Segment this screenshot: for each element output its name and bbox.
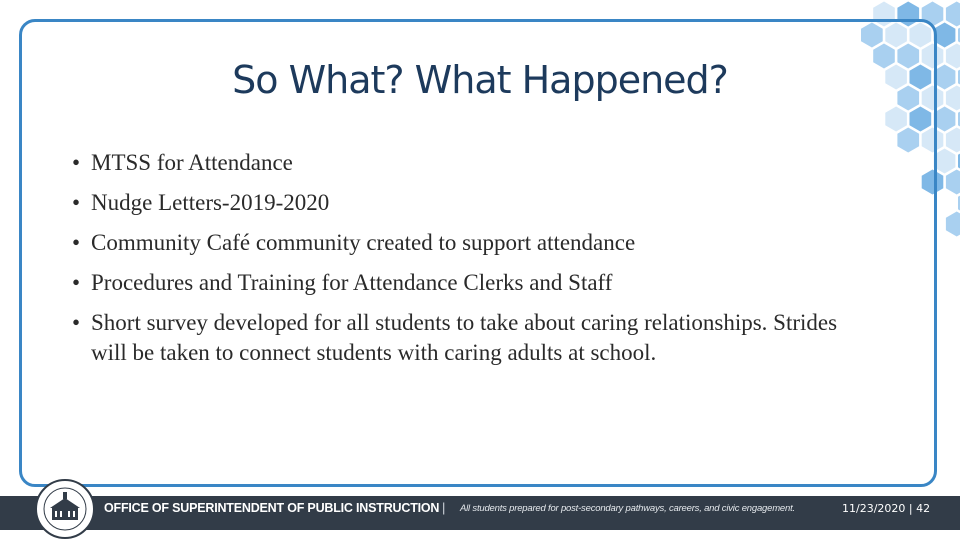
hexagon-tile xyxy=(934,149,956,174)
list-item xyxy=(72,308,852,368)
bullet-icon: • xyxy=(72,230,81,255)
footer-motto: All students prepared for post-secondary pathways, careers, and civic engagement. xyxy=(460,503,795,514)
bullet-list xyxy=(72,148,852,378)
bullet-text: Nudge Letters-2019-2020 xyxy=(91,190,330,215)
list-item xyxy=(72,188,852,218)
bullet-text: Procedures and Training for Attendance Clerks and Staff xyxy=(91,270,613,295)
footer-separator: | xyxy=(442,500,446,515)
hexagon-tile xyxy=(946,212,960,237)
bullet-icon: • xyxy=(72,310,81,335)
hexagon-tile xyxy=(946,2,960,27)
page-title: So What? What Happened? xyxy=(232,58,728,102)
list-item xyxy=(72,148,852,178)
organization-name: OFFICE OF SUPERINTENDENT OF PUBLIC INSTRUCTION xyxy=(104,501,440,515)
date-page-number: 11/23/2020 | 42 xyxy=(842,502,931,515)
bullet-text: Community Café community created to support attendance xyxy=(91,230,636,255)
hexagon-tile xyxy=(946,170,960,195)
bullet-text: MTSS for Attendance xyxy=(91,150,293,175)
list-item xyxy=(72,268,852,298)
hexagon-tile xyxy=(946,128,960,153)
bullet-icon: • xyxy=(72,190,81,215)
hexagon-tile xyxy=(934,65,956,90)
hexagon-tile xyxy=(946,44,960,69)
hexagon-tile xyxy=(934,23,956,48)
hexagon-tile xyxy=(946,86,960,111)
bullet-icon: • xyxy=(72,270,81,295)
hexagon-tile xyxy=(934,107,956,132)
bullet-text: Short survey developed for all students to take about caring relationships. Strides will be taken to connect students with caring adults at school. xyxy=(91,310,838,365)
bullet-icon: • xyxy=(72,150,81,175)
footer-bottom-strip xyxy=(0,530,960,540)
list-item xyxy=(72,228,852,258)
ospi-seal-icon xyxy=(30,478,100,540)
